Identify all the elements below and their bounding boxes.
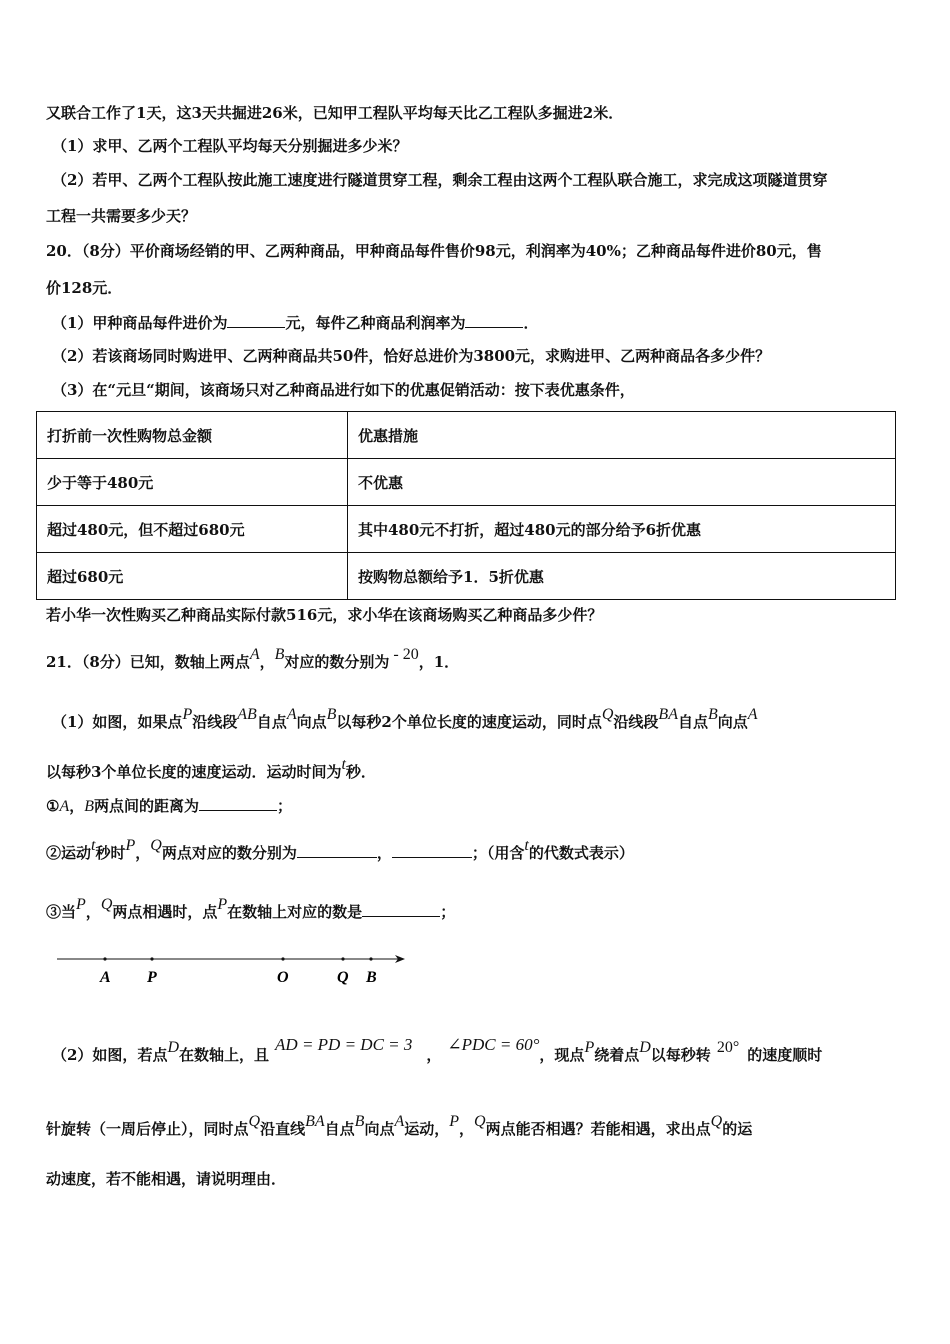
table-cell: 其中480元不打折，超过480元的部分给予6折优惠 xyxy=(348,506,896,553)
answer-blank[interactable] xyxy=(392,843,472,858)
axis-label: A xyxy=(100,969,111,986)
table-header-row xyxy=(37,412,896,459)
q21-sub2: ②运动t秒时P，Q两点对应的数分别为 ， ；（用含t的代数式表示） xyxy=(46,837,634,862)
table-row xyxy=(37,553,896,600)
answer-blank[interactable] xyxy=(362,902,440,917)
point-O xyxy=(281,957,284,960)
table-cell: 打折前一次性购物总金额 xyxy=(37,412,348,459)
question-21-intro: 21．（8分）已知，数轴上两点A，B对应的数分别为 - 20，1． xyxy=(46,646,460,671)
number-axis-figure xyxy=(55,950,415,990)
text-line: （2）若甲、乙两个工程队按此施工速度进行隧道贯穿工程，剩余工程由这两个工程队联合施工，求完成这项隧道贯穿 xyxy=(52,171,828,189)
table-cell: 优惠措施 xyxy=(348,412,896,459)
q21-part2-line: 动速度，若不能相遇，请说明理由． xyxy=(46,1170,287,1188)
point-B xyxy=(369,957,372,960)
table-cell: 超过680元 xyxy=(37,553,348,600)
answer-blank[interactable] xyxy=(199,796,277,811)
table-cell: 按购物总额给予1．5折优惠 xyxy=(348,553,896,600)
text-line: 若小华一次性购买乙种商品实际付款516元，求小华在该商场购买乙种商品多少件？ xyxy=(46,606,603,624)
q21-sub3: ③当P，Q两点相遇时，点P在数轴上对应的数是 ； xyxy=(46,896,456,921)
q21-sub1: ①A，B两点间的距离为 ； xyxy=(46,797,293,815)
q20-part2: （2）若该商场同时购进甲、乙两种商品共50件，恰好总进价为3800元，求购进甲、乙两种商品各多少件？ xyxy=(52,347,771,365)
q20-part3: （3）在“元旦“期间，该商场只对乙种商品进行如下的优惠促销活动：按下表优惠条件， xyxy=(52,381,635,399)
discount-table xyxy=(36,411,896,600)
table-cell: 少于等于480元 xyxy=(37,459,348,506)
q21-part1-line: （1）如图，如果点P沿线段AB自点A向点B以每秒2个单位长度的速度运动，同时点Q沿线段BA自点B向点A xyxy=(52,706,758,731)
q21-part2-line: 针旋转（一周后停止），同时点Q沿直线BA自点B向点A运动，P，Q两点能否相遇？若能相遇，求出点Q的运 xyxy=(46,1113,753,1138)
q21-part1-line: 以每秒3个单位长度的速度运动．运动时间为t秒． xyxy=(46,756,376,781)
axis-label: P xyxy=(147,969,157,986)
q20-part1: （1）甲种商品每件进价为 元，每件乙种商品利润率为 ． xyxy=(52,314,539,332)
answer-blank[interactable] xyxy=(227,313,285,328)
text-line: （1）求甲、乙两个工程队平均每天分别掘进多少米？ xyxy=(52,137,408,155)
answer-blank[interactable] xyxy=(297,843,377,858)
point-P xyxy=(150,957,153,960)
text-line: 工程一共需要多少天？ xyxy=(46,207,197,225)
question-20-line: 价128元． xyxy=(46,279,123,297)
table-row xyxy=(37,459,896,506)
text-line: 又联合工作了1天，这3天共掘进26米，已知甲工程队平均每天比乙工程队多掘进2米． xyxy=(46,104,624,122)
axis-label: Q xyxy=(337,969,349,986)
point-A xyxy=(103,957,106,960)
answer-blank[interactable] xyxy=(465,313,523,328)
axis-label: B xyxy=(366,969,377,986)
question-20-line: 20．（8分）平价商场经销的甲、乙两种商品，甲种商品每件售价98元，利润率为40%；乙种商品每件进价80元，售 xyxy=(46,242,822,260)
table-row xyxy=(37,506,896,553)
table-cell: 不优惠 xyxy=(348,459,896,506)
table-cell: 超过480元，但不超过680元 xyxy=(37,506,348,553)
axis-label: O xyxy=(277,969,289,986)
q21-part2-line: （2）如图，若点D在数轴上，且AD = PD = DC = 3，∠PDC = 60°，现点P绕着点D以每秒转 20° 的速度顺时 xyxy=(52,1035,823,1064)
point-Q xyxy=(341,957,344,960)
